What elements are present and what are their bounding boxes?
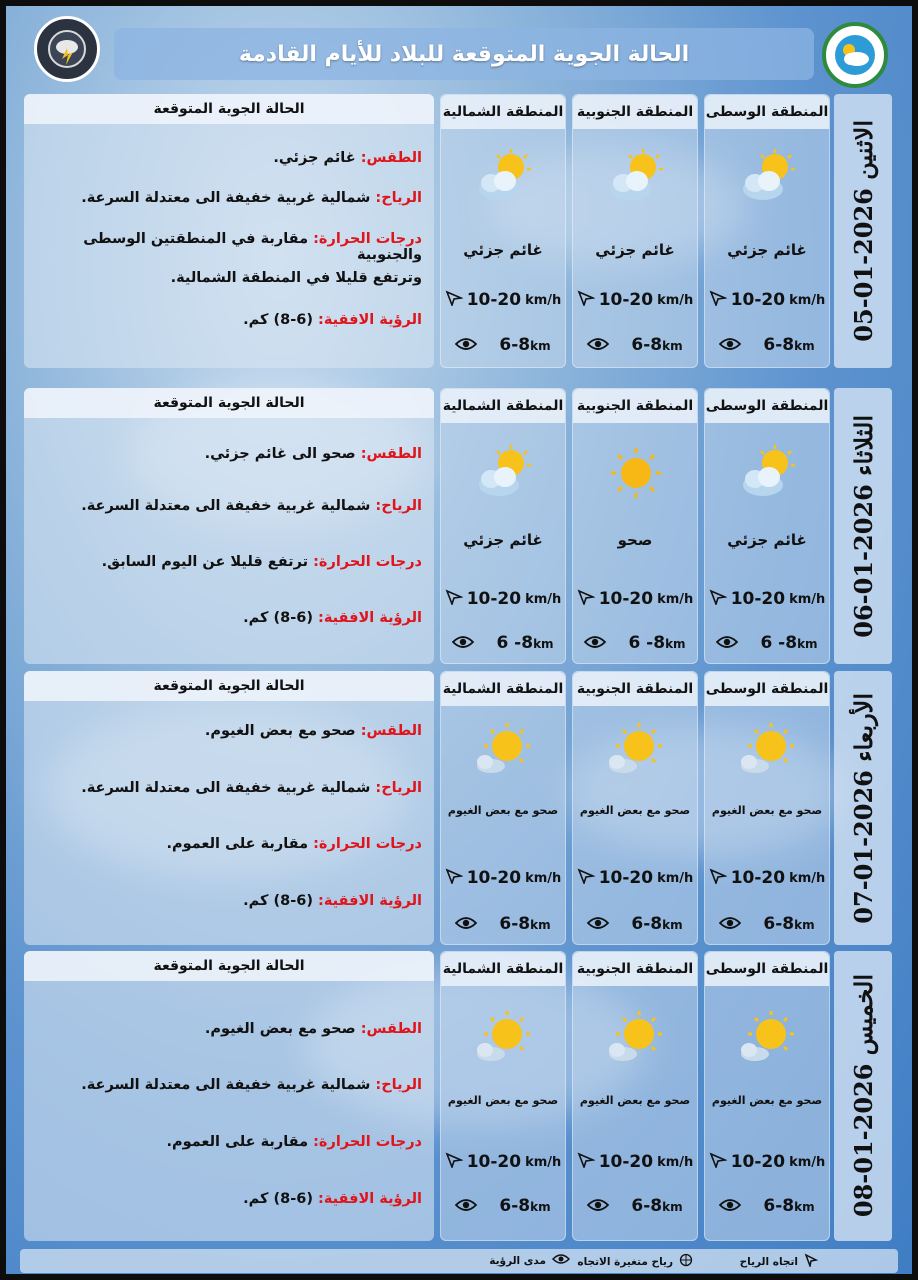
- region-wind: [573, 589, 697, 609]
- region-card: [704, 94, 830, 368]
- weather-value: صحو الى غائم جزئي.: [204, 446, 356, 462]
- region-condition: صحو مع بعض الغيوم: [711, 1094, 823, 1107]
- wind-arrow-icon: [445, 290, 463, 310]
- wind-value: شمالية غربية خفيفة الى معتدلة السرعة.: [81, 1077, 371, 1093]
- summary-wind: [32, 1077, 422, 1093]
- region-card: [572, 671, 698, 945]
- weather-label: الطقس:: [360, 150, 422, 166]
- eye-icon: [455, 915, 477, 934]
- summary-panel: [24, 388, 434, 664]
- visibility-value: 6-8: [763, 335, 795, 355]
- legend: [20, 1249, 898, 1273]
- day-date: الخميس 2026-01-08: [848, 974, 878, 1218]
- eye-icon: [587, 336, 609, 355]
- region-name: المنطقة الوسطى: [705, 952, 829, 986]
- summary-visibility: [32, 893, 422, 909]
- visibility-unit: km: [662, 1200, 683, 1214]
- visibility-label: الرؤية الافقية:: [318, 312, 422, 328]
- summary-weather: [32, 1021, 422, 1037]
- day-row: [14, 94, 906, 368]
- region-condition: غائم جزئي: [463, 531, 543, 549]
- region-wind: [705, 868, 829, 888]
- wind-speed: 10-20: [598, 1152, 654, 1172]
- region-card: [704, 671, 830, 945]
- visibility-unit: km: [794, 918, 815, 932]
- visibility-value: (6-8) كم.: [243, 610, 313, 626]
- visibility-unit: km: [530, 1200, 551, 1214]
- wind-speed: 10-20: [730, 290, 786, 310]
- wind-speed: 10-20: [730, 1152, 786, 1172]
- visibility-value: 6 -8: [496, 633, 534, 653]
- wind-label: الرياح:: [375, 1077, 422, 1093]
- wind-arrow-icon: [709, 1152, 727, 1172]
- summary-panel: [24, 671, 434, 945]
- visibility-unit: km: [794, 339, 815, 353]
- eye-icon: [716, 634, 738, 653]
- wind-arrow-icon: [445, 589, 463, 609]
- temperature-value: مقاربة على العموم.: [166, 1134, 309, 1150]
- region-card: [440, 388, 566, 664]
- sun-with-clouds-icon: [733, 1008, 803, 1068]
- forecast-sheet: [6, 6, 912, 1274]
- summary-temperature: [32, 554, 422, 570]
- summary-weather: [32, 723, 422, 739]
- sun-with-clouds-icon: [601, 1008, 671, 1068]
- region-card: [440, 671, 566, 945]
- sun-with-clouds-icon: [601, 720, 671, 780]
- region-wind: [705, 589, 829, 609]
- wind-value: شمالية غربية خفيفة الى معتدلة السرعة.: [81, 780, 371, 796]
- visibility-unit: km: [662, 918, 683, 932]
- wind-arrow-icon: [577, 1152, 595, 1172]
- legend-variable-wind-label: رياح متغيرة الاتجاه: [577, 1255, 673, 1268]
- forecast-org-logo: [34, 16, 100, 82]
- day-date-strip: [834, 951, 892, 1241]
- summary-heading: الحالة الجوية المتوقعة: [24, 671, 434, 701]
- sun-with-clouds-icon: [733, 720, 803, 780]
- temperature-label: درجات الحرارة:: [313, 1134, 422, 1150]
- visibility-value: (6-8) كم.: [243, 312, 313, 328]
- sun-with-clouds-icon: [469, 720, 539, 780]
- region-name: المنطقة الوسطى: [705, 389, 829, 423]
- region-wind: [441, 1152, 565, 1172]
- wind-arrow-icon: [709, 290, 727, 310]
- day-row: [14, 951, 906, 1241]
- partly-cloudy-icon: [601, 147, 671, 207]
- page-title: الحالة الجوية المتوقعة للبلاد للأيام القادمة: [114, 28, 814, 80]
- region-card: [572, 388, 698, 664]
- summary-weather: [32, 150, 422, 166]
- visibility-label: الرؤية الافقية:: [318, 610, 422, 626]
- summary-visibility: [32, 610, 422, 626]
- region-condition: صحو مع بعض الغيوم: [447, 804, 559, 817]
- region-card: [704, 951, 830, 1241]
- region-name: المنطقة الشمالية: [441, 952, 565, 986]
- region-visibility: [441, 335, 565, 355]
- region-name: المنطقة الشمالية: [441, 95, 565, 129]
- region-name: المنطقة الجنوبية: [573, 672, 697, 706]
- weather-label: الطقس:: [360, 446, 422, 462]
- wind-speed: 10-20: [598, 868, 654, 888]
- temperature-label: درجات الحرارة:: [313, 836, 422, 852]
- wind-speed: 10-20: [730, 868, 786, 888]
- wind-unit: km/h: [789, 1154, 826, 1170]
- region-name: المنطقة الجنوبية: [573, 952, 697, 986]
- visibility-value: 6-8: [631, 335, 663, 355]
- eye-icon: [455, 1197, 477, 1216]
- visibility-value: (6-8) كم.: [243, 1191, 313, 1207]
- wind-unit: km/h: [657, 292, 694, 308]
- summary-wind: [32, 780, 422, 796]
- day-date: الثلاثاء 2026-01-06: [848, 414, 878, 638]
- wind-speed: 10-20: [466, 290, 522, 310]
- wind-label: الرياح:: [375, 190, 422, 206]
- legend-visibility-label: مدى الرؤية: [489, 1254, 546, 1267]
- wind-arrow-icon: [577, 868, 595, 888]
- eye-icon: [719, 336, 741, 355]
- day-row: [14, 671, 906, 945]
- day-row: [14, 388, 906, 664]
- region-condition: صحو مع بعض الغيوم: [579, 1094, 691, 1107]
- visibility-unit: km: [797, 637, 818, 651]
- visibility-value: 6-8: [631, 1196, 663, 1216]
- region-visibility: [705, 633, 829, 653]
- region-condition: صحو: [617, 531, 653, 549]
- visibility-value: 6 -8: [628, 633, 666, 653]
- region-wind: [441, 589, 565, 609]
- region-name: المنطقة الشمالية: [441, 672, 565, 706]
- day-date-strip: [834, 671, 892, 945]
- wind-unit: km/h: [789, 591, 826, 607]
- visibility-value: 6-8: [763, 1196, 795, 1216]
- region-wind: [705, 1152, 829, 1172]
- wind-speed: 10-20: [598, 589, 654, 609]
- visibility-unit: km: [794, 1200, 815, 1214]
- partly-cloudy-icon: [733, 443, 803, 503]
- weather-label: الطقس:: [360, 1021, 422, 1037]
- eye-icon: [584, 634, 606, 653]
- visibility-unit: km: [530, 918, 551, 932]
- day-date-strip: [834, 94, 892, 368]
- region-wind: [705, 290, 829, 310]
- legend-variable-wind: [577, 1253, 693, 1270]
- region-visibility: [441, 914, 565, 934]
- wind-value: شمالية غربية خفيفة الى معتدلة السرعة.: [81, 190, 371, 206]
- legend-wind-direction-label: اتجاه الرياح: [739, 1255, 798, 1268]
- visibility-unit: km: [533, 637, 554, 651]
- region-condition: صحو مع بعض الغيوم: [579, 804, 691, 817]
- temperature-label: درجات الحرارة:: [313, 231, 422, 247]
- summary-panel: [24, 94, 434, 368]
- day-date: الاثنين 2026-01-05: [848, 120, 878, 342]
- wind-label: الرياح:: [375, 498, 422, 514]
- region-name: المنطقة الشمالية: [441, 389, 565, 423]
- region-visibility: [573, 633, 697, 653]
- wind-speed: 10-20: [466, 868, 522, 888]
- eye-icon: [452, 634, 474, 653]
- wind-label: الرياح:: [375, 780, 422, 796]
- region-card: [572, 951, 698, 1241]
- summary-temperature: [32, 231, 422, 263]
- eye-icon: [455, 336, 477, 355]
- wind-arrow-icon: [804, 1253, 818, 1270]
- region-condition: غائم جزئي: [595, 241, 675, 259]
- region-condition: غائم جزئي: [463, 241, 543, 259]
- partly-cloudy-icon: [733, 147, 803, 207]
- wind-speed: 10-20: [598, 290, 654, 310]
- region-visibility: [705, 335, 829, 355]
- summary-panel: [24, 951, 434, 1241]
- eye-icon: [587, 1197, 609, 1216]
- summary-wind: [32, 498, 422, 514]
- wind-unit: km/h: [525, 292, 562, 308]
- region-visibility: [441, 1196, 565, 1216]
- partly-cloudy-icon: [469, 147, 539, 207]
- eye-icon: [552, 1253, 570, 1268]
- region-name: المنطقة الوسطى: [705, 672, 829, 706]
- region-wind: [441, 290, 565, 310]
- summary-heading: الحالة الجوية المتوقعة: [24, 388, 434, 418]
- weather-label: الطقس:: [360, 723, 422, 739]
- wind-arrow-icon: [577, 290, 595, 310]
- region-visibility: [573, 914, 697, 934]
- region-condition: صحو مع بعض الغيوم: [711, 804, 823, 817]
- region-wind: [573, 1152, 697, 1172]
- temperature-value: مقاربة في المنطقتين الوسطى والجنوبية: [83, 231, 422, 263]
- wind-arrow-icon: [445, 868, 463, 888]
- visibility-value: 6-8: [499, 914, 531, 934]
- wind-arrow-icon: [709, 589, 727, 609]
- temperature-value: مقاربة على العموم.: [166, 836, 309, 852]
- region-condition: صحو مع بعض الغيوم: [447, 1094, 559, 1107]
- wind-unit: km/h: [657, 870, 694, 886]
- visibility-value: 6 -8: [760, 633, 798, 653]
- temperature-value: ترتفع قليلا عن اليوم السابق.: [101, 554, 309, 570]
- region-wind: [573, 290, 697, 310]
- summary-weather: [32, 446, 422, 462]
- summary-visibility: [32, 1191, 422, 1207]
- wind-arrow-icon: [709, 868, 727, 888]
- region-name: المنطقة الجنوبية: [573, 389, 697, 423]
- wind-speed: 10-20: [466, 1152, 522, 1172]
- region-visibility: [705, 1196, 829, 1216]
- region-visibility: [441, 633, 565, 653]
- visibility-value: 6-8: [631, 914, 663, 934]
- wind-speed: 10-20: [730, 589, 786, 609]
- visibility-value: 6-8: [499, 1196, 531, 1216]
- sunny-icon: [601, 443, 671, 503]
- visibility-value: 6-8: [763, 914, 795, 934]
- weather-value: غائم جزئي.: [273, 150, 356, 166]
- summary-wind: [32, 190, 422, 206]
- wind-unit: km/h: [525, 591, 562, 607]
- day-date: الأربعاء 2026-01-07: [848, 692, 878, 924]
- wind-unit: km/h: [789, 292, 826, 308]
- region-name: المنطقة الوسطى: [705, 95, 829, 129]
- visibility-value: 6-8: [499, 335, 531, 355]
- region-card: [440, 951, 566, 1241]
- region-visibility: [705, 914, 829, 934]
- wind-unit: km/h: [657, 1154, 694, 1170]
- wind-unit: km/h: [525, 1154, 562, 1170]
- wind-unit: km/h: [525, 870, 562, 886]
- region-name: المنطقة الجنوبية: [573, 95, 697, 129]
- eye-icon: [587, 915, 609, 934]
- summary-heading: الحالة الجوية المتوقعة: [24, 951, 434, 981]
- temperature-value-cont: وترتفع قليلا في المنطقة الشمالية.: [170, 270, 422, 286]
- region-condition: غائم جزئي: [727, 531, 807, 549]
- wind-unit: km/h: [789, 870, 826, 886]
- summary-visibility: [32, 312, 422, 328]
- day-date-strip: [834, 388, 892, 664]
- region-wind: [573, 868, 697, 888]
- wind-speed: 10-20: [466, 589, 522, 609]
- region-card: [440, 94, 566, 368]
- region-visibility: [573, 335, 697, 355]
- region-card: [704, 388, 830, 664]
- temperature-label: درجات الحرارة:: [313, 554, 422, 570]
- weather-value: صحو مع بعض الغيوم.: [204, 1021, 356, 1037]
- region-wind: [441, 868, 565, 888]
- eye-icon: [719, 915, 741, 934]
- region-visibility: [573, 1196, 697, 1216]
- variable-wind-icon: [679, 1253, 693, 1270]
- wind-unit: km/h: [657, 591, 694, 607]
- region-card: [572, 94, 698, 368]
- sun-with-clouds-icon: [469, 1008, 539, 1068]
- visibility-unit: km: [662, 339, 683, 353]
- visibility-unit: km: [530, 339, 551, 353]
- region-condition: غائم جزئي: [727, 241, 807, 259]
- legend-wind-direction: [740, 1253, 818, 1270]
- summary-temperature: [32, 836, 422, 852]
- weather-value: صحو مع بعض الغيوم.: [204, 723, 356, 739]
- visibility-label: الرؤية الافقية:: [318, 1191, 422, 1207]
- visibility-value: (6-8) كم.: [243, 893, 313, 909]
- visibility-unit: km: [665, 637, 686, 651]
- summary-heading: الحالة الجوية المتوقعة: [24, 94, 434, 124]
- summary-temperature: [32, 1134, 422, 1150]
- legend-visibility: [489, 1253, 570, 1268]
- summary-temperature-cont: [32, 270, 422, 286]
- partly-cloudy-icon: [469, 443, 539, 503]
- wind-value: شمالية غربية خفيفة الى معتدلة السرعة.: [81, 498, 371, 514]
- meteorology-authority-logo: [822, 22, 888, 88]
- visibility-label: الرؤية الافقية:: [318, 893, 422, 909]
- wind-arrow-icon: [577, 589, 595, 609]
- eye-icon: [719, 1197, 741, 1216]
- wind-arrow-icon: [445, 1152, 463, 1172]
